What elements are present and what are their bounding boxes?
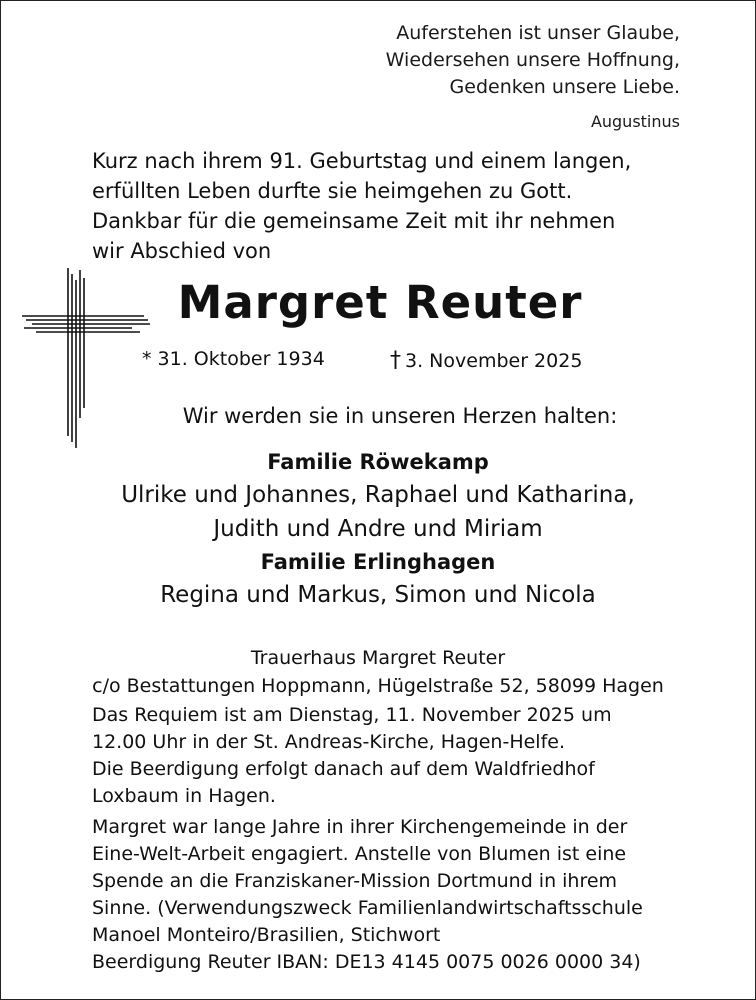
motto-line: Wiedersehen unsere Hoffnung, — [385, 49, 680, 71]
dagger-icon: † — [390, 348, 401, 373]
intro-line: Kurz nach ihrem 91. Geburtstag und einem langen, — [92, 149, 632, 173]
family-name: Familie Röwekamp — [267, 450, 489, 474]
death-date — [390, 348, 582, 373]
requiem-line: Das Requiem ist am Dienstag, 11. November 2025 um — [92, 704, 612, 726]
intro-text — [92, 146, 712, 266]
requiem-line: Die Beerdigung erfolgt danach auf dem Waldfriedhof — [92, 758, 595, 780]
heart-line: Wir werden sie in unseren Herzen halten: — [182, 404, 618, 428]
intro-line: Dankbar für die gemeinsame Zeit mit ihr nehmen — [92, 209, 616, 233]
motto-line: Gedenken unsere Liebe. — [449, 76, 680, 98]
birth-date: * 31. Oktober 1934 — [142, 348, 325, 370]
death-date-text: 3. November 2025 — [405, 350, 583, 372]
requiem-line: Loxbaum in Hagen. — [92, 785, 276, 807]
motto-quote — [260, 20, 680, 101]
requiem-line: 12.00 Uhr in der St. Andreas-Kirche, Hagen-Helfe. — [92, 731, 566, 753]
house-line: Trauerhaus Margret Reuter — [250, 647, 506, 669]
family-members: Judith und Andre und Miriam — [213, 516, 543, 542]
family-name: Familie Erlinghagen — [260, 550, 496, 574]
donation-line: Beerdigung Reuter IBAN: DE13 4145 0075 0026 0000 34) — [92, 951, 641, 973]
family-block — [40, 446, 716, 546]
mourning-house — [40, 644, 716, 700]
intro-line: erfüllten Leben durfte sie heimgehen zu Gott. — [92, 179, 573, 203]
donation-line: Manoel Monteiro/Brasilien, Stichwort — [92, 924, 441, 946]
requiem-info — [92, 702, 712, 810]
family-block — [40, 546, 716, 612]
donation-line: Eine-Welt-Arbeit engagiert. Anstelle von Blumen ist eine — [92, 843, 627, 865]
house-address: c/o Bestattungen Hoppmann, Hügelstraße 52, 58099 Hagen — [92, 675, 664, 697]
donation-line: Sinne. (Verwendungszweck Familienlandwirtschaftsschule — [92, 897, 643, 919]
donation-info — [92, 814, 732, 976]
family-members: Ulrike und Johannes, Raphael und Katharina, — [121, 482, 635, 508]
intro-line: wir Abschied von — [92, 239, 272, 263]
deceased-name: Margret Reuter — [177, 276, 583, 329]
family-members: Regina und Markus, Simon und Nicola — [160, 582, 596, 608]
donation-line: Margret war lange Jahre in ihrer Kirchengemeinde in der — [92, 816, 628, 838]
motto-line: Auferstehen ist unser Glaube, — [396, 22, 680, 44]
mourners-list — [40, 446, 716, 612]
donation-line: Spende an die Franziskaner-Mission Dortmund in ihrem — [92, 870, 618, 892]
motto-author: Augustinus — [590, 112, 680, 131]
